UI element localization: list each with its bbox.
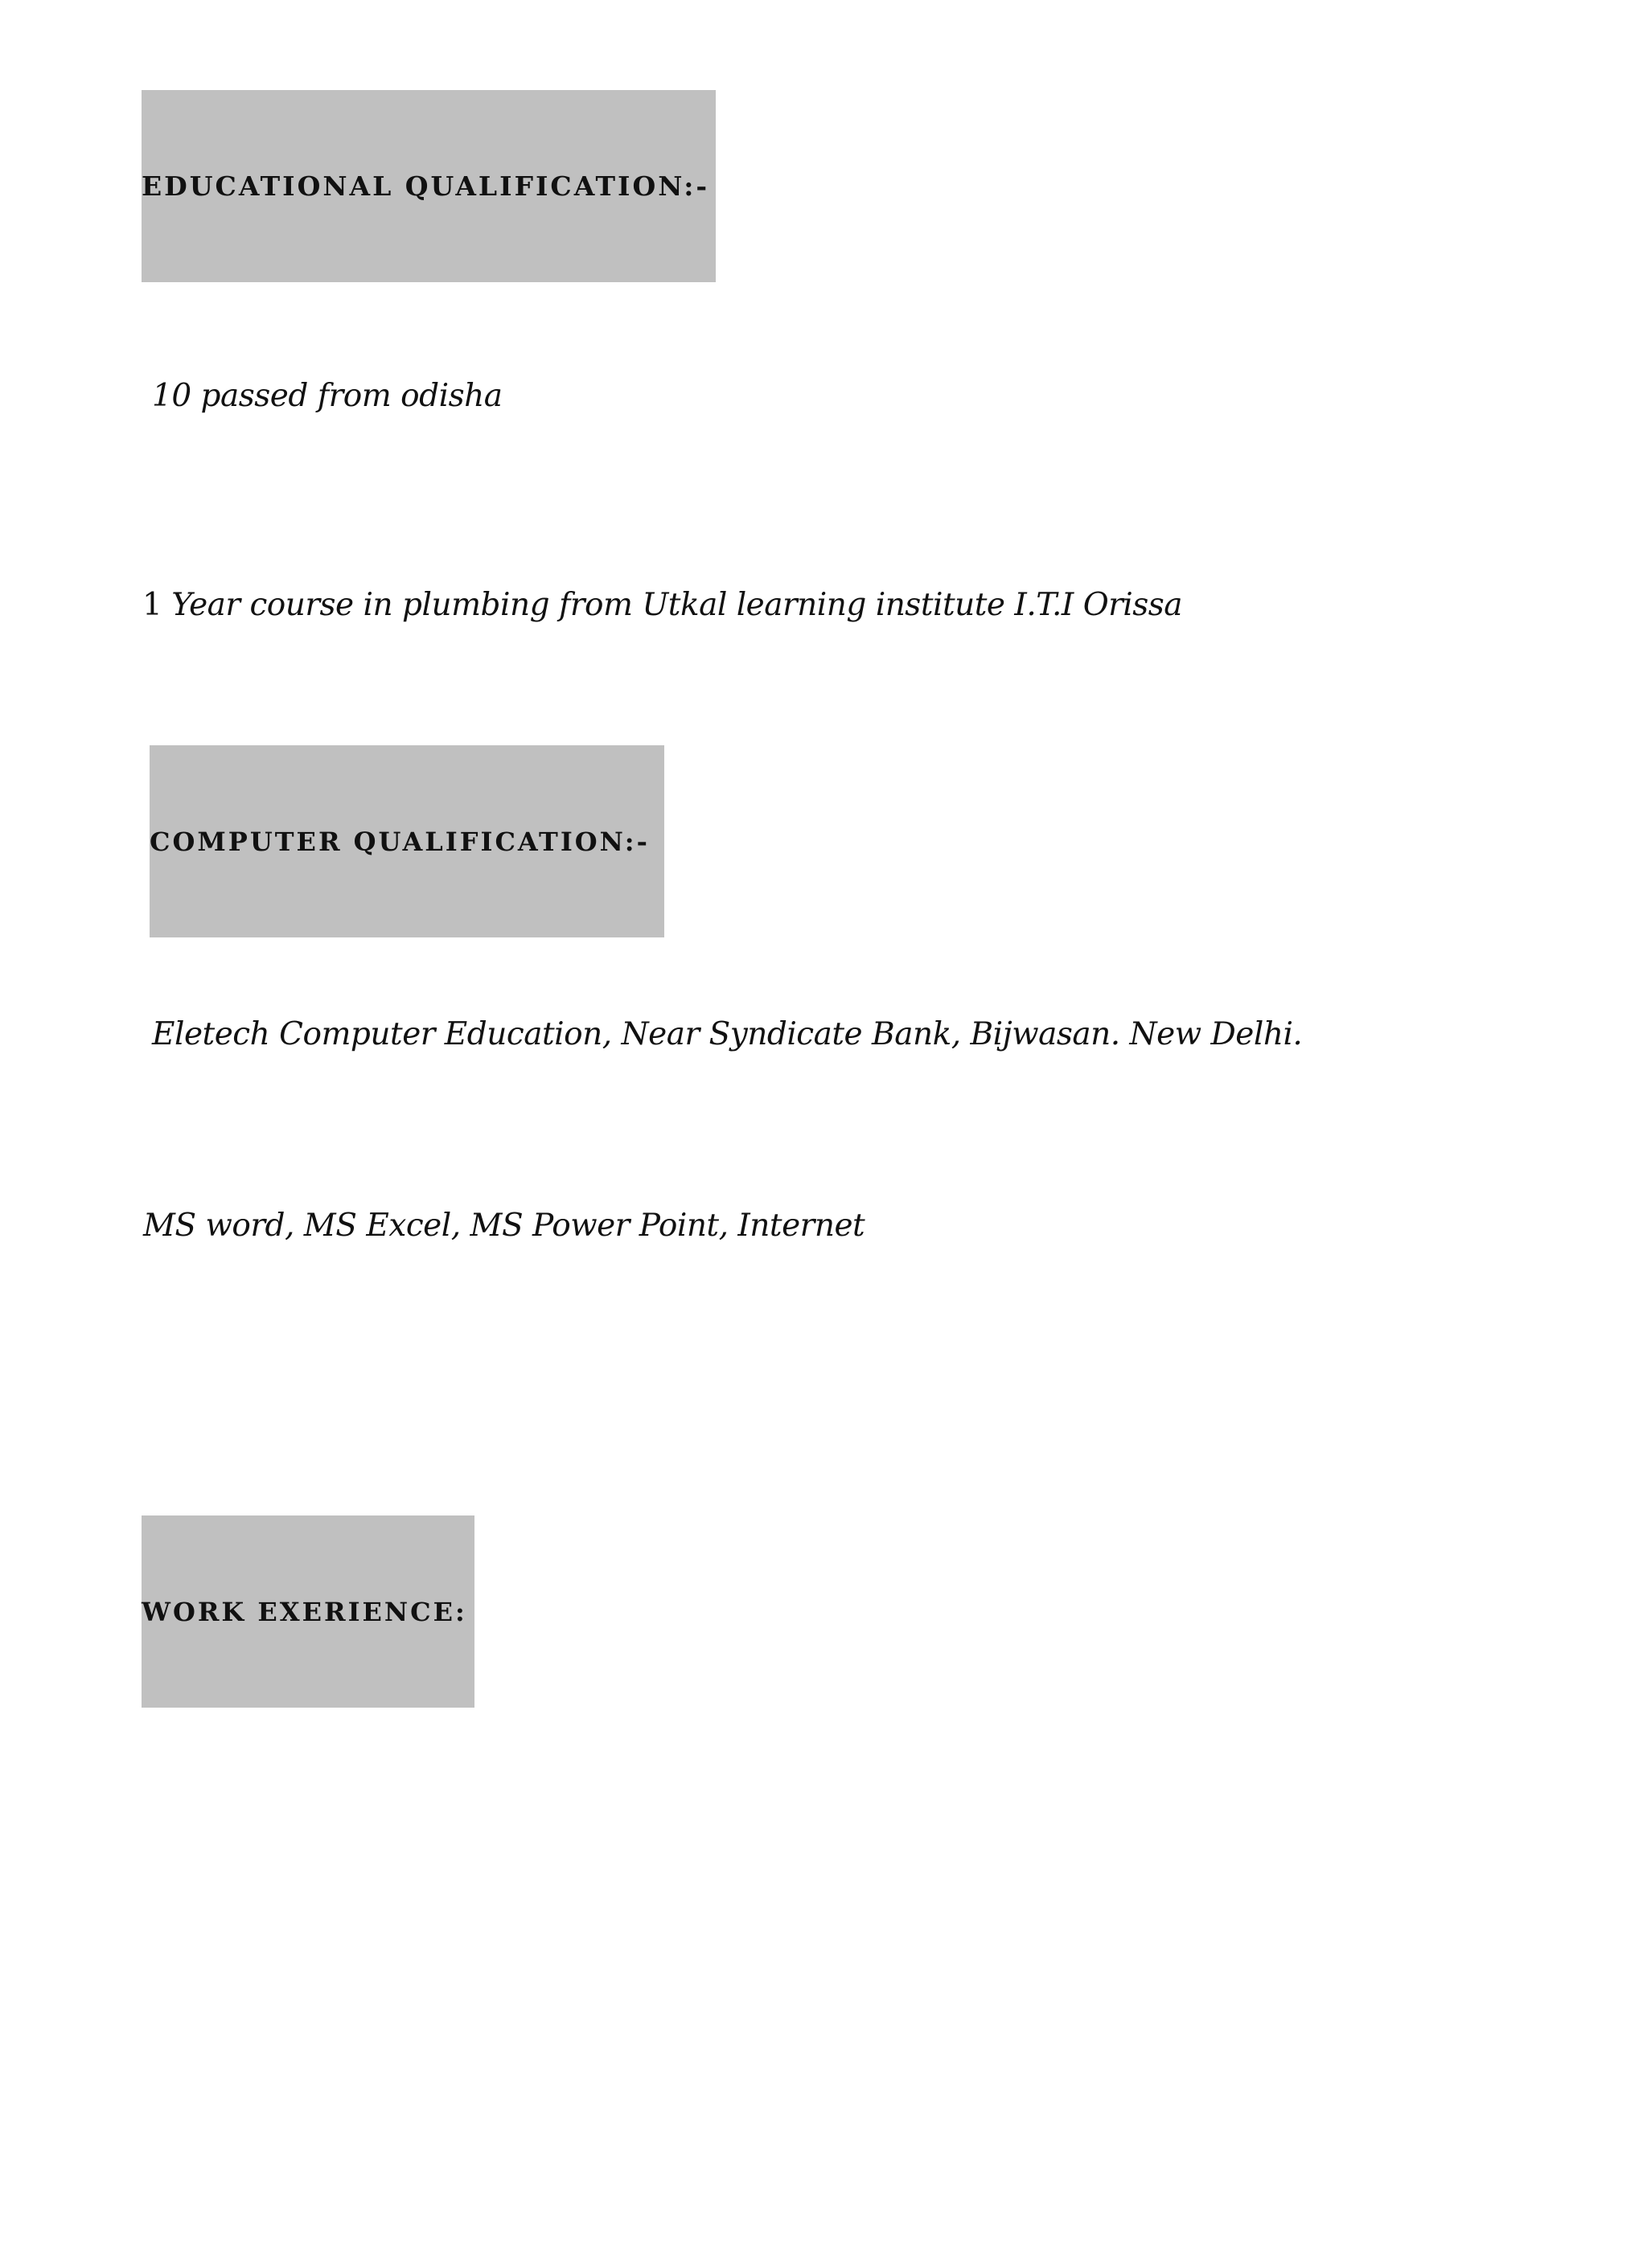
work-heading: WORK EXERIENCE:: [142, 1596, 467, 1627]
computer-item-1: Eletech Computer Education, Near Syndicate Bank, Bijwasan. New Delhi.: [152, 1016, 1303, 1052]
computer-item-2: MS word, MS Excel, MS Power Point, Internet: [143, 1208, 865, 1244]
education-item-2-number: 1: [142, 587, 162, 623]
education-item-1: 10 passed from odisha: [152, 378, 503, 414]
work-heading-box: [142, 1515, 474, 1708]
education-heading: EDUCATIONAL QUALIFICATION:-: [142, 170, 710, 202]
education-item-2-text: Year course in plumbing from Utkal learning institute I.T.I Orissa: [162, 587, 1183, 623]
education-item-2: [142, 589, 1182, 621]
computer-heading-box: [150, 745, 664, 937]
computer-heading: COMPUTER QUALIFICATION:-: [150, 826, 650, 857]
education-heading-box: [142, 90, 716, 282]
